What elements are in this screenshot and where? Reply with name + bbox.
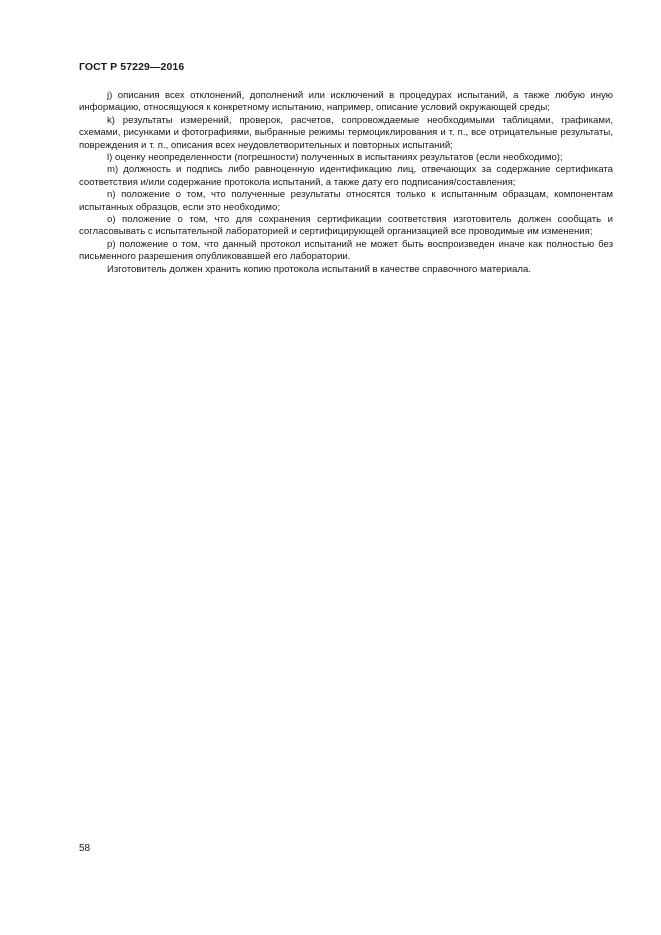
list-item-j: j) описания всех отклонений, дополнений или исключений в процедурах испытаний, а также любую иную информацию, относящуюся к конкретному испытанию, например, описание условий окружающей среды; [79, 90, 613, 114]
document-body [79, 90, 613, 276]
list-item-p: p) положение о том, что данный протокол испытаний не может быть воспроизведен иначе как полностью без письменного разрешения опубликовавшей его лаборатории. [79, 238, 613, 263]
list-item-o: o) положение о том, что для сохранения сертификации соответствия изготовитель должен сообщать и согласовывать с испытательной лабораторией и сертифицирующей организацией все проводимые им изменения; [79, 214, 613, 238]
list-item-k: k) результаты измерений, проверок, расчетов, сопровождаемые необходимыми таблицами, графиками, схемами, рисунками и фотографиями, выбранные режимы термоциклирования и т. п., все отрицательные результаты, повреждения и т. п., описания всех неудовлетворительных и повторных испытаний; [79, 114, 613, 151]
list-item-l: l) оценку неопределенности (погрешности) полученных в испытаниях результатов (если необходимо); [107, 152, 563, 164]
list-item-n: n) положение о том, что полученные результаты относятся только к испытанным образцам, компонентам испытанных образцов, если это необходимо; [79, 189, 613, 213]
list-item-m: m) должность и подпись либо равноценную идентификацию лиц, отвечающих за содержание сертификата соответствия и/или содержание протокола испытаний, а также дату его подписания/составления; [79, 164, 613, 188]
closing-paragraph: Изготовитель должен хранить копию протокола испытаний в качестве справочного материала. [107, 263, 531, 275]
page-number: 58 [79, 843, 91, 854]
document-header: ГОСТ Р 57229—2016 [79, 61, 185, 73]
